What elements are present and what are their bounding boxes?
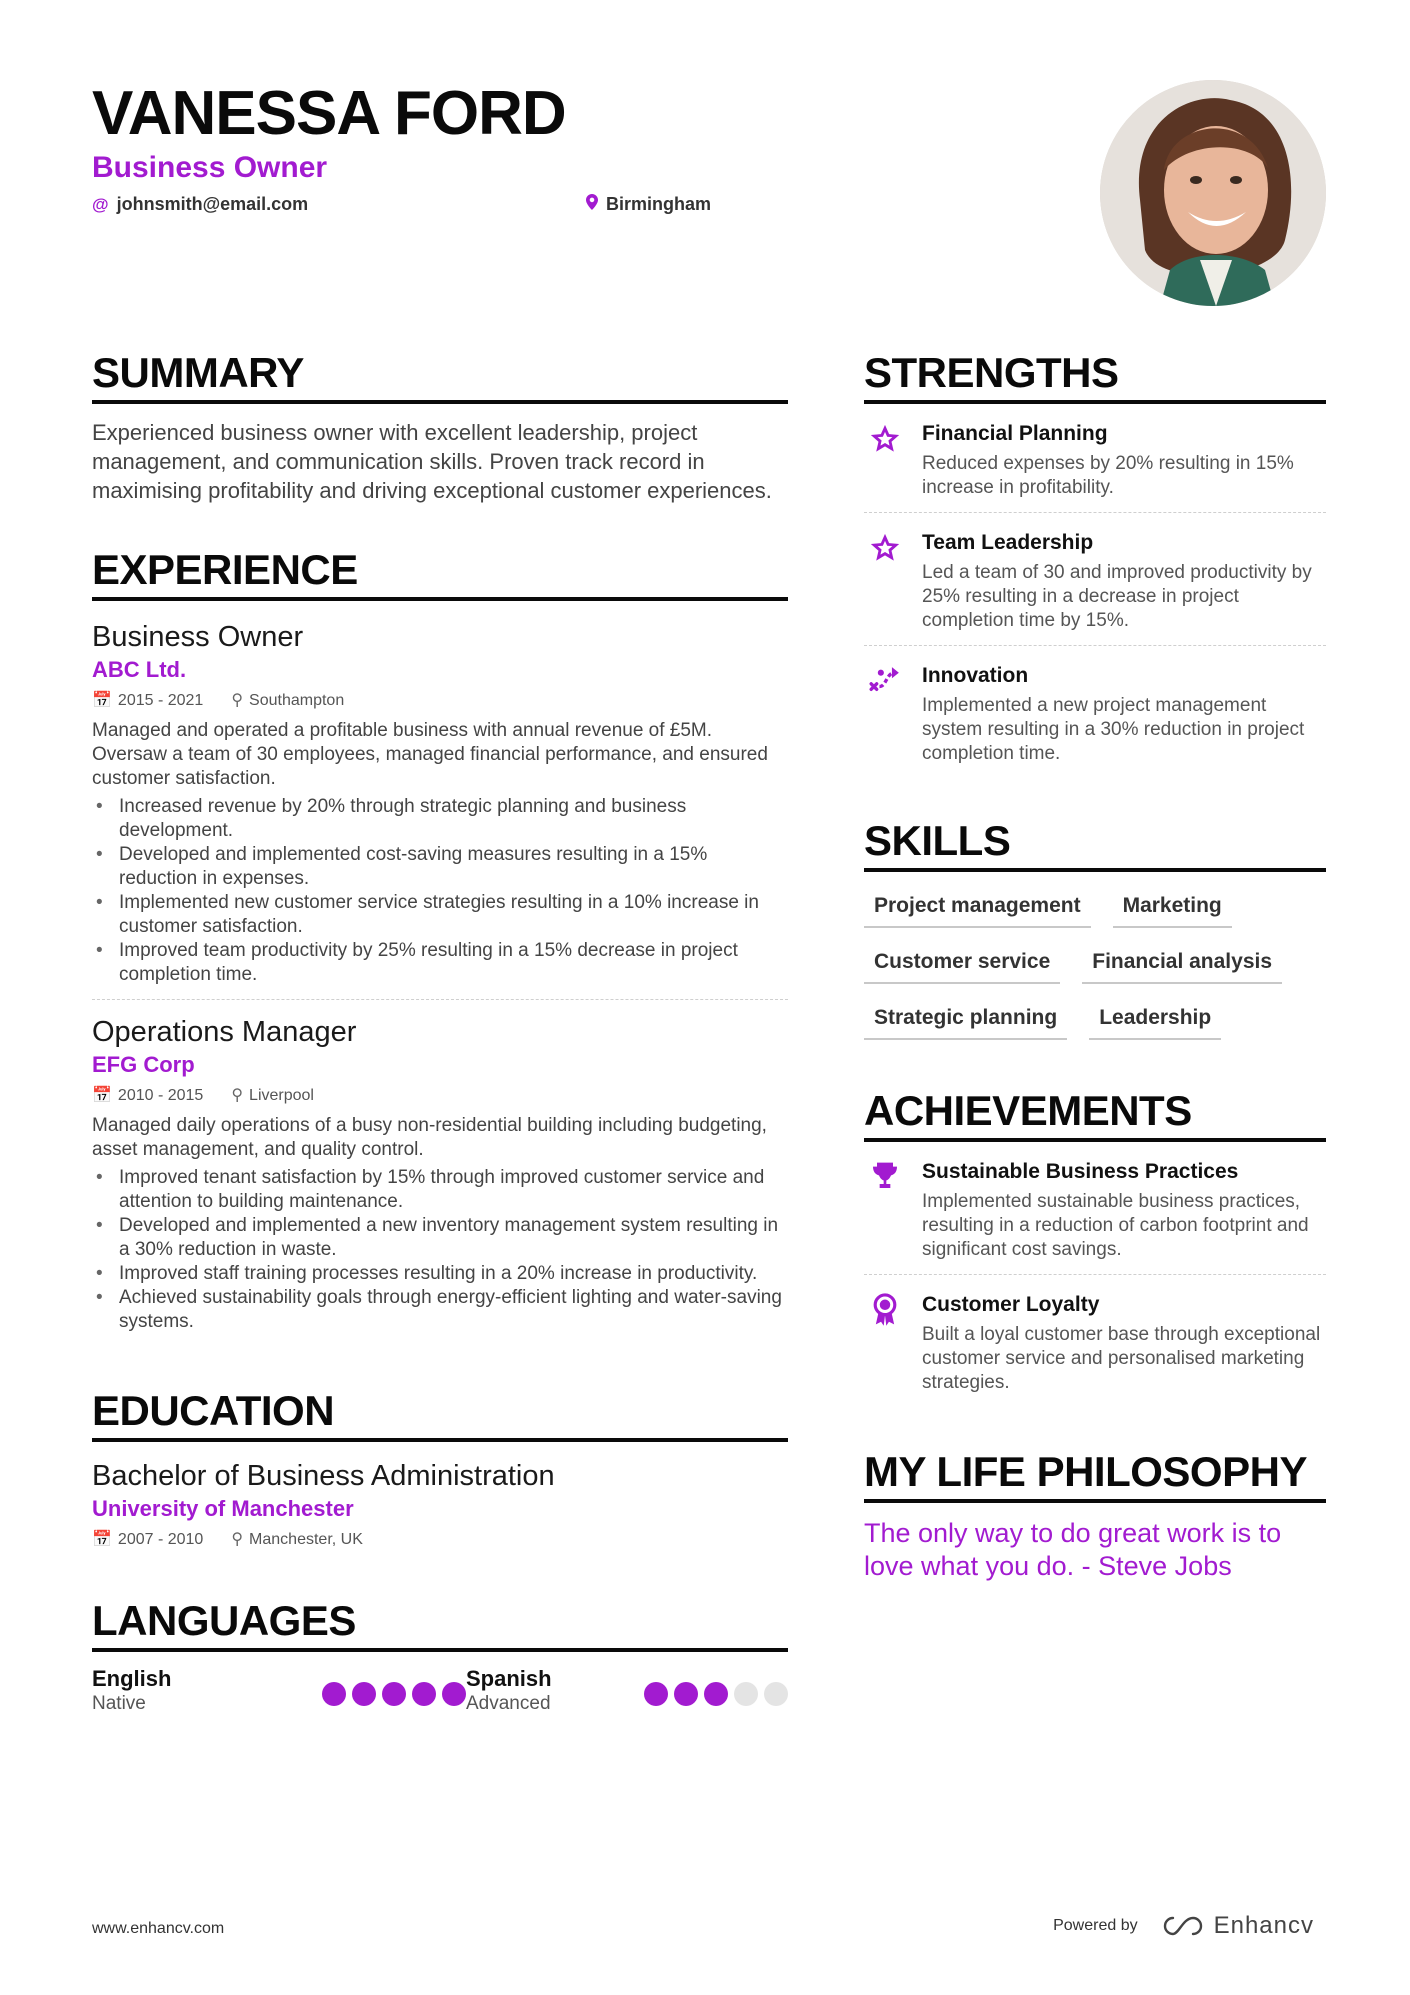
strength-item xyxy=(864,404,1326,513)
job-role: Business Owner xyxy=(92,621,304,653)
education-meta xyxy=(92,1530,788,1550)
job-company: ABC Ltd. xyxy=(92,657,187,682)
achievements-heading: ACHIEVEMENTS xyxy=(864,1086,1326,1142)
job-description: Managed daily operations of a busy non-residential building including budgeting, asset management, and quality control. xyxy=(92,1115,767,1160)
map-pin-icon: ⚲ xyxy=(231,1531,244,1548)
left-column xyxy=(92,348,788,1716)
calendar-icon: 📅 xyxy=(92,1087,112,1104)
achievement-item xyxy=(864,1142,1326,1275)
candidate-title: Business Owner xyxy=(92,151,328,184)
star-icon xyxy=(864,529,906,633)
at-icon: @ xyxy=(92,194,109,214)
job-bullet: • Improved team productivity by 25% resulting in a 15% decrease in project completion time. xyxy=(92,939,788,987)
language-item xyxy=(92,1666,466,1716)
education-heading: EDUCATION xyxy=(92,1386,788,1442)
footer-brand xyxy=(1053,1912,1314,1940)
rating-dot xyxy=(764,1682,788,1706)
job-bullet: • Developed and implemented cost-saving measures resulting in a 15% reduction in expenses. xyxy=(92,843,788,891)
candidate-name: VANESSA FORD xyxy=(92,79,566,148)
strength-desc: Led a team of 30 and improved productivity by 25% resulting in a decrease in project completion time by 15%. xyxy=(922,562,1312,631)
rating-dot xyxy=(322,1682,346,1706)
job-location: Southampton xyxy=(249,692,345,709)
job-location: Liverpool xyxy=(249,1087,314,1104)
brand-name: Enhancv xyxy=(1213,1912,1314,1939)
location-text: Birmingham xyxy=(606,194,712,214)
languages-heading: LANGUAGES xyxy=(92,1596,788,1652)
education-location: Manchester, UK xyxy=(249,1531,363,1548)
strength-title: Financial Planning xyxy=(922,422,1108,445)
rating-dot xyxy=(382,1682,406,1706)
profile-photo xyxy=(1100,80,1326,306)
rating-dot xyxy=(704,1682,728,1706)
map-pin-icon: ⚲ xyxy=(231,692,244,709)
skills-heading: SKILLS xyxy=(864,816,1326,872)
job-entry xyxy=(92,1014,788,1334)
skill-tag: Leadership xyxy=(1089,992,1221,1040)
job-bullets xyxy=(92,795,788,987)
language-name: Spanish xyxy=(466,1666,552,1691)
education-dates: 2007 - 2010 xyxy=(117,1531,204,1548)
rating-dot xyxy=(644,1682,668,1706)
achievement-title: Customer Loyalty xyxy=(922,1293,1100,1316)
divider xyxy=(92,999,788,1000)
rating-dot xyxy=(674,1682,698,1706)
award-ribbon-icon xyxy=(864,1291,906,1395)
philosophy-quote: The only way to do great work is to love what you do. - Steve Jobs xyxy=(864,1518,1282,1581)
footer-website[interactable]: www.enhancv.com xyxy=(92,1920,225,1937)
calendar-icon: 📅 xyxy=(92,692,112,709)
job-bullet: • Increased revenue by 20% through strategic planning and business development. xyxy=(92,795,788,843)
calendar-icon: 📅 xyxy=(92,1531,112,1548)
job-company: EFG Corp xyxy=(92,1052,195,1077)
philosophy-heading: MY LIFE PHILOSOPHY xyxy=(864,1447,1326,1503)
education-degree: Bachelor of Business Administration xyxy=(92,1460,555,1492)
location-contact xyxy=(586,194,711,215)
achievement-title: Sustainable Business Practices xyxy=(922,1160,1239,1183)
job-bullet: • Achieved sustainability goals through energy-efficient lighting and water-saving systems. xyxy=(92,1286,788,1334)
job-meta xyxy=(92,691,788,711)
skill-tag: Financial analysis xyxy=(1082,936,1282,984)
skill-tag: Strategic planning xyxy=(864,992,1067,1040)
strength-desc: Implemented a new project management system resulting in a 30% reduction in project completion time. xyxy=(922,695,1305,764)
rating-dot xyxy=(412,1682,436,1706)
strength-item xyxy=(864,513,1326,646)
star-icon xyxy=(864,420,906,500)
enhancv-logo[interactable] xyxy=(1162,1912,1314,1940)
skill-tag: Project management xyxy=(864,880,1091,928)
job-dates: 2015 - 2021 xyxy=(117,692,204,709)
rating-dot xyxy=(442,1682,466,1706)
job-bullet: • Improved staff training processes resulting in a 20% increase in productivity. xyxy=(92,1262,788,1286)
summary-heading: SUMMARY xyxy=(92,348,788,404)
skills-list xyxy=(864,880,1326,1048)
strategy-icon xyxy=(864,662,906,766)
skill-tag: Customer service xyxy=(864,936,1060,984)
job-bullet: • Improved tenant satisfaction by 15% through improved customer service and attention to building maintenance. xyxy=(92,1166,788,1214)
language-rating xyxy=(322,1682,466,1706)
job-bullet: • Implemented new customer service strategies resulting in a 10% increase in customer satisfaction. xyxy=(92,891,788,939)
strength-desc: Reduced expenses by 20% resulting in 15% increase in profitability. xyxy=(922,453,1294,498)
powered-by-text: Powered by xyxy=(1053,1917,1138,1934)
skill-tag: Marketing xyxy=(1113,880,1232,928)
achievement-item xyxy=(864,1275,1326,1407)
job-entry xyxy=(92,619,788,1000)
strengths-heading: STRENGTHS xyxy=(864,348,1326,404)
map-pin-icon: ⚲ xyxy=(231,1087,244,1104)
job-meta xyxy=(92,1086,788,1106)
experience-heading: EXPERIENCE xyxy=(92,545,788,601)
language-item xyxy=(466,1666,788,1716)
rating-dot xyxy=(352,1682,376,1706)
email-contact[interactable] xyxy=(92,194,308,215)
rating-dot xyxy=(734,1682,758,1706)
email-text: johnsmith@email.com xyxy=(116,194,309,214)
infinity-icon xyxy=(1162,1915,1206,1937)
strength-title: Team Leadership xyxy=(922,531,1094,554)
job-dates: 2010 - 2015 xyxy=(117,1087,204,1104)
right-column xyxy=(864,348,1326,1583)
language-level: Advanced xyxy=(466,1693,551,1714)
achievement-desc: Built a loyal customer base through exceptional customer service and personalised marketing strategies. xyxy=(922,1324,1321,1393)
language-name: English xyxy=(92,1666,172,1691)
language-level: Native xyxy=(92,1693,146,1714)
strength-title: Innovation xyxy=(922,664,1029,687)
trophy-icon xyxy=(864,1158,906,1262)
job-bullet: • Developed and implemented a new inventory management system resulting in a 30% reduction in waste. xyxy=(92,1214,788,1262)
job-role: Operations Manager xyxy=(92,1016,357,1048)
languages-list xyxy=(92,1666,788,1716)
summary-text: Experienced business owner with excellent leadership, project management, and communication skills. Proven track record in maximising profitability and driving exceptional customer experiences. xyxy=(92,420,772,503)
education-school: University of Manchester xyxy=(92,1496,354,1521)
language-rating xyxy=(644,1682,788,1706)
achievement-desc: Implemented sustainable business practices, resulting in a reduction of carbon footprint and significant cost savings. xyxy=(922,1191,1309,1260)
map-pin-icon xyxy=(586,194,598,215)
strength-item xyxy=(864,646,1326,778)
job-description: Managed and operated a profitable business with annual revenue of £5M. Oversaw a team of 30 employees, managed financial performance, and ensured customer satisfaction. xyxy=(92,720,768,789)
job-bullets xyxy=(92,1166,788,1334)
